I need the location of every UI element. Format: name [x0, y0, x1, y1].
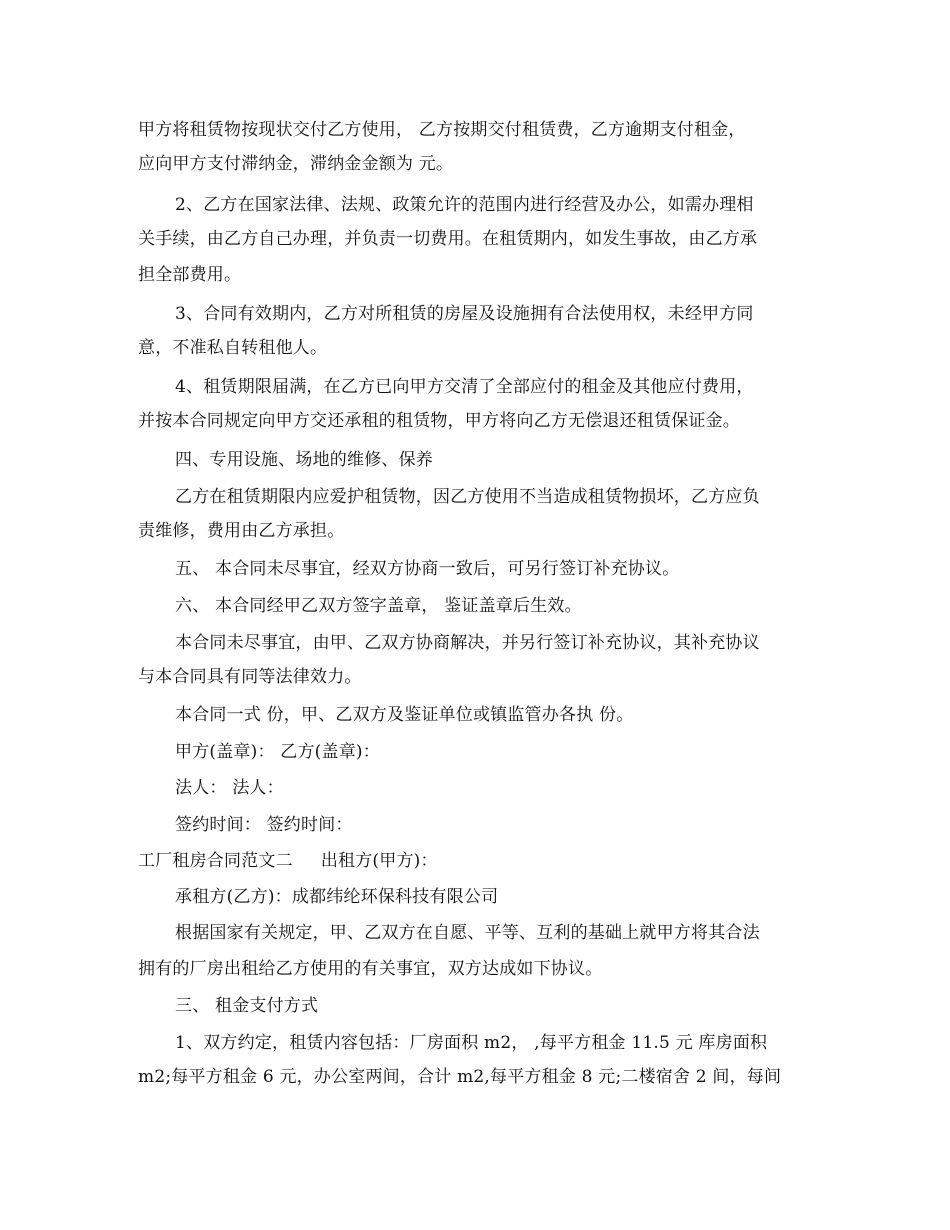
paragraph-line: 1、双方约定，租赁内容包括：厂房面积 m2， ,每平方租金 11.5 元 库房面积 — [175, 1033, 768, 1053]
paragraph-line: 意，不准私自转租他人。 — [138, 338, 328, 358]
paragraph-line: 2、乙方在国家法律、法规、政策允许的范围内进行经营及办公，如需办理相 — [175, 195, 754, 215]
document-subtitle: 工厂租房合同范文二 — [138, 851, 293, 871]
section-heading: 三、 租金支付方式 — [175, 996, 319, 1016]
paragraph-line: 4、租赁期限届满，在乙方已向甲方交清了全部应付的租金及其他应付费用， — [175, 377, 754, 397]
paragraph-line: 六、 本合同经甲乙双方签字盖章， 鉴证盖章后生效。 — [175, 596, 582, 616]
signature-party-line: 甲方(盖章)： 乙方(盖章)： — [175, 742, 380, 762]
paragraph-line: 根据国家有关规定，甲、乙双方在自愿、平等、互利的基础上就甲方将其合法 — [175, 923, 760, 943]
paragraph-line: 责维修，费用由乙方承担。 — [138, 521, 345, 541]
paragraph-line: 并按本合同规定向甲方交还承租的租赁物，甲方将向乙方无偿退还租赁保证金。 — [138, 411, 740, 431]
paragraph-line: 五、 本合同未尽事宜，经双方协商一致后，可另行签订补充协议。 — [175, 559, 680, 579]
section-heading: 四、专用设施、场地的维修、保养 — [175, 450, 433, 470]
paragraph-line: m2;每平方租金 6 元，办公室两间，合计 m2,每平方租金 8 元;二楼宿舍 2 间，每间 — [138, 1067, 782, 1087]
paragraph-line: 关手续，由乙方自己办理，并负责一切费用。在租赁期内，如发生事故，由乙方承 — [138, 229, 758, 249]
paragraph-line: 拥有的厂房出租给乙方使用的有关事宜，双方达成如下协议。 — [138, 959, 603, 979]
signature-legal-line: 法人： 法人： — [175, 778, 284, 798]
paragraph-line: 与本合同具有同等法律效力。 — [138, 667, 362, 687]
paragraph-line: 3、合同有效期内，乙方对所租赁的房屋及设施拥有合法使用权，未经甲方同 — [175, 304, 754, 324]
lessee-line: 承租方(乙方)：成都纬纶环保科技有限公司 — [175, 887, 499, 907]
paragraph-line: 担全部费用。 — [138, 265, 242, 285]
signature-date-line: 签约时间： 签约时间： — [175, 815, 353, 835]
lessor-label: 出租方(甲方)： — [320, 851, 438, 871]
document-subtitle-line — [138, 850, 438, 872]
paragraph-line: 甲方将租赁物按现状交付乙方使用， 乙方按期交付租赁费，乙方逾期支付租金， — [138, 120, 746, 140]
paragraph-line: 本合同未尽事宜，由甲、乙双方协商解决，并另行签订补充协议，其补充协议 — [175, 633, 760, 653]
paragraph-line: 应向甲方支付滞纳金，滞纳金金额为 元。 — [138, 154, 454, 174]
paragraph-line: 本合同一式 份，甲、乙双方及鉴证单位或镇监管办各执 份。 — [175, 705, 634, 725]
paragraph-line: 乙方在租赁期限内应爱护租赁物，因乙方使用不当造成租赁物损坏，乙方应负 — [175, 487, 760, 507]
